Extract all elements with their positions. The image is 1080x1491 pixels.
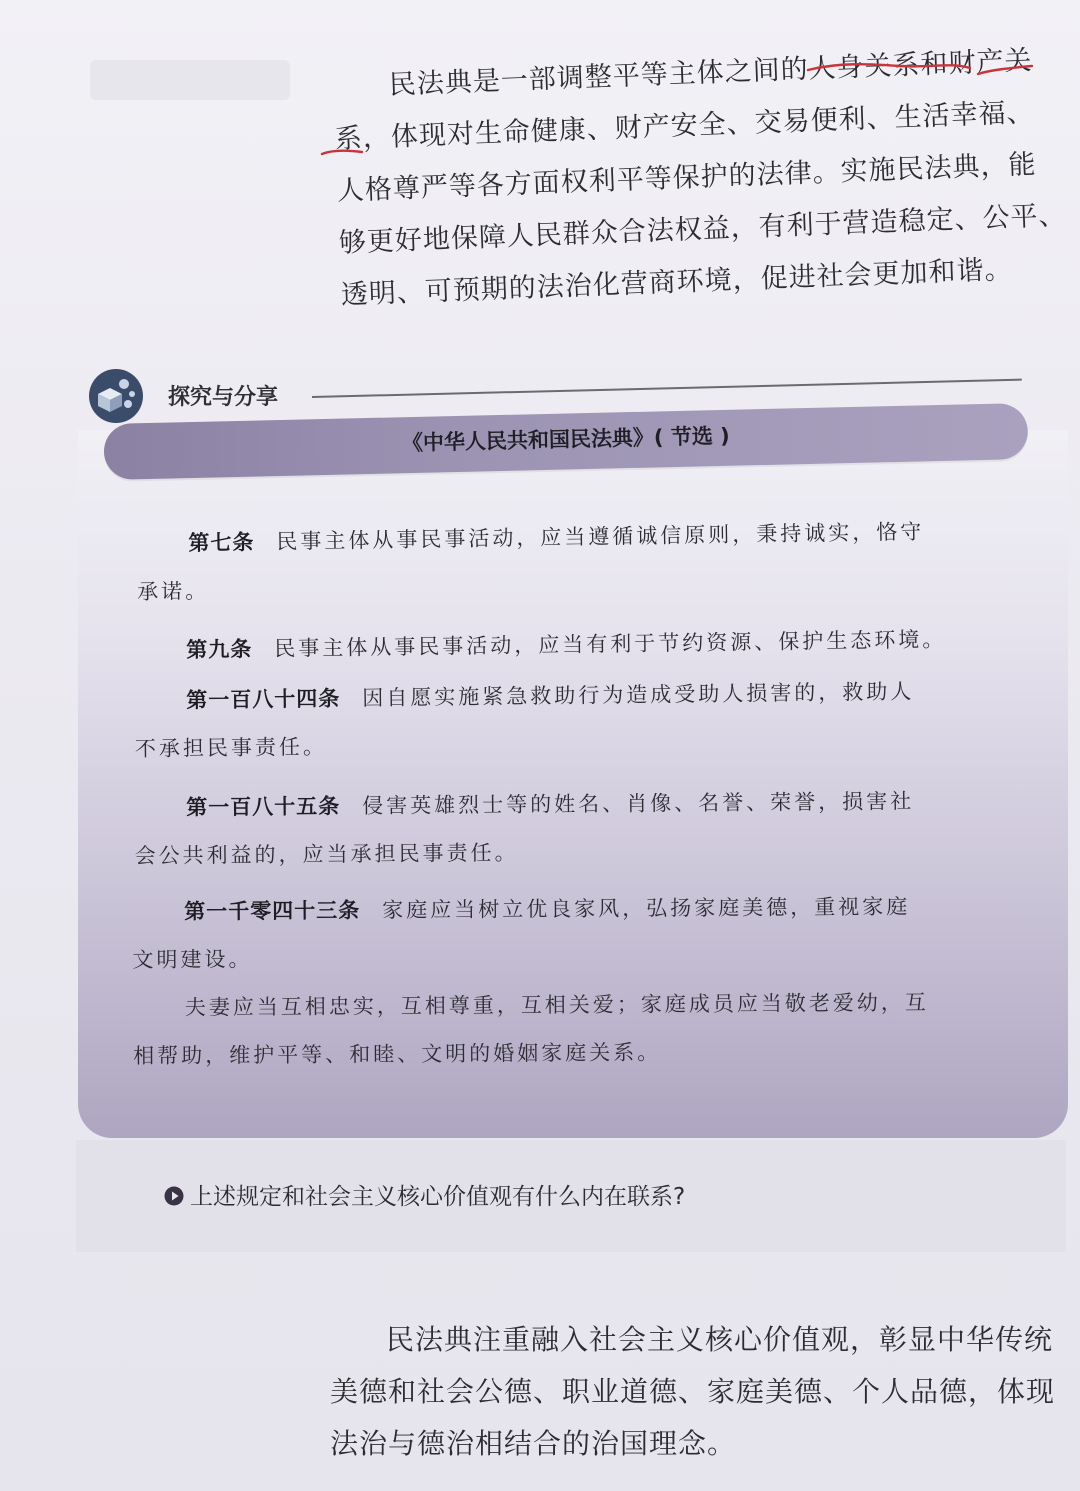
intro-line: 系，体现对生命健康、财产安全、交易便利、生活幸福、 <box>334 97 1036 155</box>
intro-paragraph <box>332 34 1068 321</box>
intro-line: 透明、可预期的法治化营商环境，促进社会更加和谐。 <box>340 254 1014 311</box>
intro-line: 够更好地保障人民群众合法权益，有利于营造稳定、公平、 <box>338 199 1068 259</box>
section-divider <box>312 379 1022 398</box>
article-heading: 第九条 <box>186 637 253 662</box>
intro-line: 人格尊严等各方面权利平等保护的法律。实施民法典，能 <box>336 149 1038 207</box>
article-text: 承诺。 <box>136 578 210 604</box>
excerpt-title: 《中华人民共和国民法典》( 节选 ) <box>401 423 730 456</box>
discussion-question: 上述规定和社会主义核心价值观有什么内在联系? <box>190 1184 686 1210</box>
article-1043 <box>132 882 1023 1080</box>
article-text: 会公共利益的，应当承担民事责任。 <box>134 840 519 868</box>
article-text: 民事主体从事民事活动，应当遵循诚信原则，秉持诚实，恪守 <box>276 519 925 554</box>
article-text: 民事主体从事民事活动，应当有利于节约资源、保护生态环境。 <box>274 627 947 661</box>
article-text: 不承担民事责任。 <box>134 734 328 761</box>
bleed-through-shape <box>90 60 290 100</box>
section-title: 探究与分享 <box>168 385 279 410</box>
closing-paragraph <box>330 1314 1080 1470</box>
question-strip <box>76 1140 1066 1252</box>
closing-line: 民法典注重融入社会主义核心价值观，彰显中华传统 <box>386 1323 1054 1356</box>
article-text: 相帮助，维护平等、和睦、文明的婚姻家庭关系。 <box>133 1040 662 1068</box>
closing-line: 美德和社会公德、职业道德、家庭美德、个人品德，体现 <box>330 1375 1056 1408</box>
article-184 <box>134 666 1025 773</box>
intro-line: 民法典是一部调整平等主体之间的人身关系和财产关 <box>388 45 1034 101</box>
play-circle-icon <box>164 1186 184 1206</box>
article-185 <box>134 776 1025 880</box>
article-heading: 第一百八十五条 <box>186 794 341 820</box>
article-text: 侵害英雄烈士等的姓名、肖像、名誉、荣誉，损害社 <box>362 789 915 819</box>
article-heading: 第一百八十四条 <box>186 686 341 713</box>
closing-line: 法治与德治相结合的治国理念。 <box>330 1427 737 1460</box>
puzzle-cube-icon <box>88 368 144 424</box>
article-heading: 第一千零四十三条 <box>184 898 361 924</box>
article-text: 家庭应当树立优良家风，弘扬家庭美德，重视家庭 <box>382 894 911 923</box>
article-text: 夫妻应当互相忠实，互相尊重，互相关爱；家庭成员应当敬老爱幼，互 <box>184 990 929 1020</box>
article-heading: 第七条 <box>188 530 255 556</box>
article-text: 因自愿实施紧急救助行为造成受助人损害的，救助人 <box>362 679 915 711</box>
article-text: 文明建设。 <box>132 947 253 972</box>
article-7 <box>136 506 1017 616</box>
